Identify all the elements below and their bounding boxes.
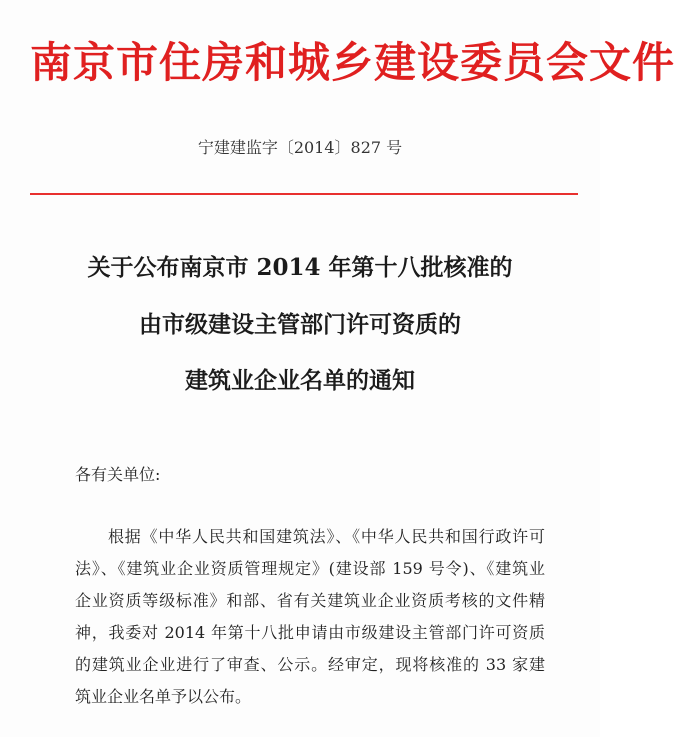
red-divider	[30, 193, 578, 195]
body-line-5: 的建筑业企业进行了审查、公示。经审定，现将核准的 33 家建	[75, 655, 545, 674]
body-line-6: 筑业企业名单予以公布。	[75, 687, 252, 706]
body-line-2: 法》、《建筑业企业资质管理规定》(建设部 159 号令)、《建筑业	[75, 559, 545, 578]
body-line-3: 企业资质等级标准》和部、省有关建筑业企业资质考核的文件精	[75, 591, 545, 610]
notice-title-line-1: 关于公布南京市 2014 年第十八批核准的	[87, 254, 513, 281]
document-number: 宁建建监字〔2014〕827 号	[197, 138, 403, 157]
document-header: 南京市住房和城乡建设委员会文件	[30, 38, 675, 87]
notice-title-line-3: 建筑业企业名单的通知	[185, 367, 415, 394]
salutation: 各有关单位:	[75, 465, 161, 484]
body-line-4: 神，我委对 2014 年第十八批申请由市级建设主管部门许可资质	[75, 623, 545, 642]
body-line-1: 根据《中华人民共和国建筑法》、《中华人民共和国行政许可	[108, 527, 545, 546]
notice-title-line-2: 由市级建设主管部门许可资质的	[139, 311, 461, 338]
